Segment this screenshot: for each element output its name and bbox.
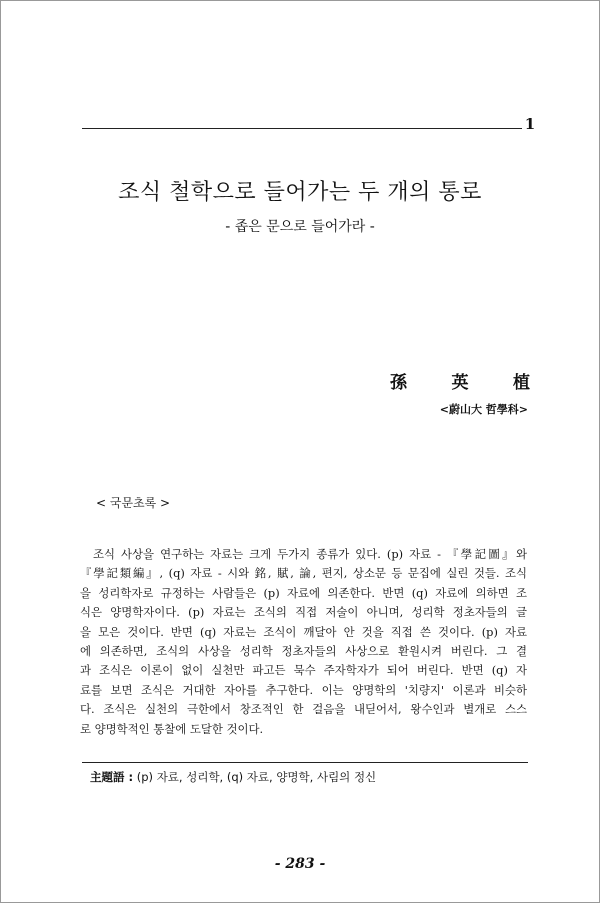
- page-number: - 283 -: [274, 856, 326, 872]
- abstract-heading: < 국문초록 >: [96, 496, 171, 510]
- header-rule: [82, 128, 522, 129]
- keywords: [90, 769, 520, 785]
- abstract-line: 조식 사상을 연구하는 자료는 크게 두가지 종류가 있다. (p) 자료 - 『學記圖』와: [93, 547, 527, 561]
- abstract-body: [80, 545, 527, 739]
- keywords-text: (p) 자료, 성리학, (q) 자료, 양명학, 사림의 정신: [136, 770, 377, 784]
- abstract-line: 을 모은 것이다. 반면 (q) 자료는 조식이 깨달아 안 것을 직접 쓴 것이다. (p) 자료: [80, 624, 527, 639]
- author-name-char: 英: [451, 373, 469, 393]
- abstract-line: 을 성리학자로 규정하는 사람들은 (p) 자료에 의존한다. 반면 (q) 자료에 의하면 조: [80, 585, 527, 600]
- abstract-line: 『學記類編』, (q) 자료 - 시와 銘, 賦, 論, 편지, 상소문 등 문집에 실린 것들. 조식: [80, 566, 527, 581]
- keywords-label: 主題語 :: [90, 770, 134, 784]
- keyword-rule: [82, 762, 528, 763]
- chapter-page-number: 1: [524, 115, 536, 133]
- paper-subtitle: - 좁은 문으로 들어가라 -: [225, 219, 375, 235]
- author-name-char: 孫: [390, 373, 407, 393]
- author-name-char: 植: [513, 373, 530, 393]
- abstract-line: 로 양명학적인 통찰에 도달한 것이다.: [80, 721, 264, 736]
- author-name: [390, 368, 530, 393]
- abstract-line: 료를 보면 조식은 거대한 자아를 추구한다. 이는 양명학의 '치량지' 이론과 비슷하: [80, 682, 527, 697]
- abstract-line: 에 의존하면, 조식의 사상을 성리학 정초자들의 사상으로 환원시켜 버린다. 그 결: [80, 644, 527, 659]
- author-affiliation: <蔚山大 哲學科>: [439, 403, 528, 416]
- abstract-line: 과 조식은 이론이 없이 실천만 파고든 묵수 주자학자가 되어 버린다. 반면 (q) 자: [80, 663, 527, 678]
- abstract-line: 다. 조식은 실천의 극한에서 창조적인 한 걸음을 내딛어서, 왕수인과 별개로 스스: [80, 702, 527, 717]
- paper-title: 조식 철학으로 들어가는 두 개의 통로: [118, 180, 482, 205]
- abstract-line: 식은 양명학자이다. (p) 자료는 조식의 직접 저술이 아니며, 성리학 정초자들의 글: [80, 605, 527, 620]
